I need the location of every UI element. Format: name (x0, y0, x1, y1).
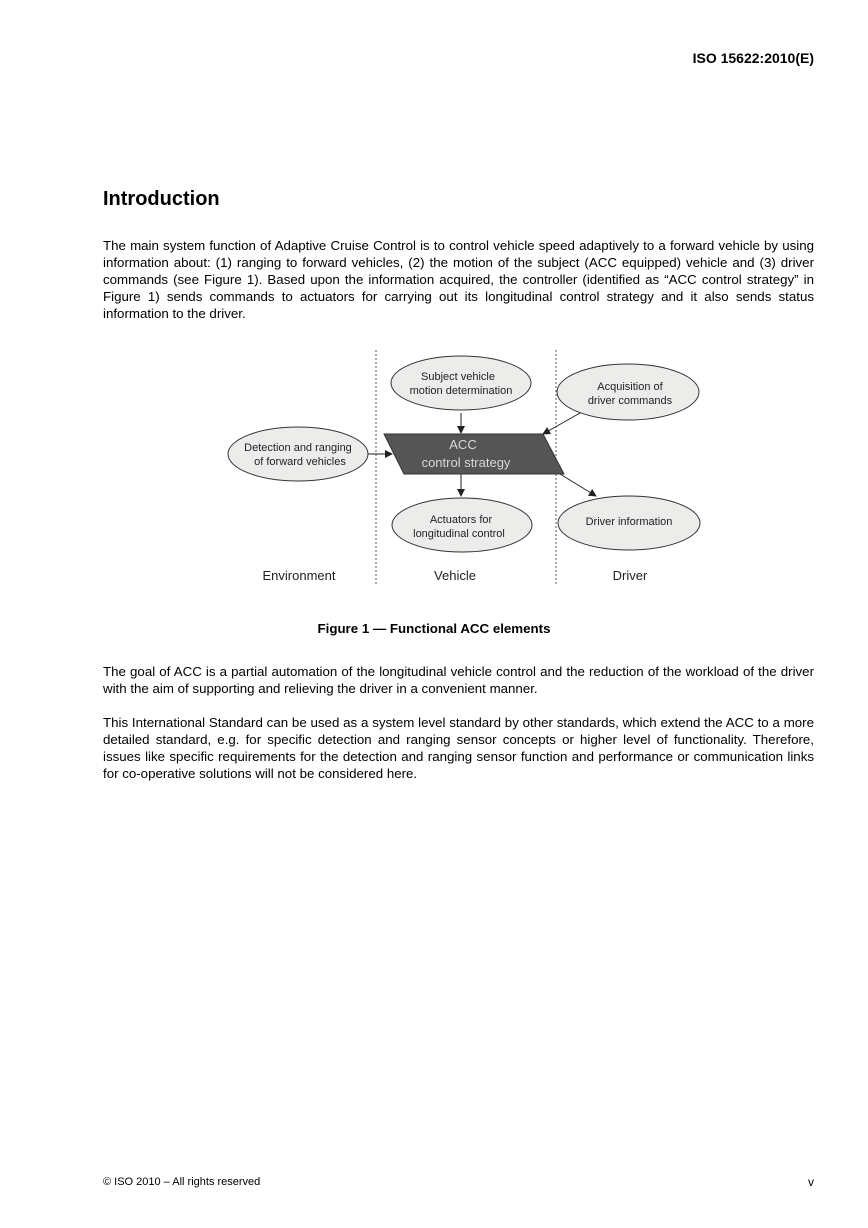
node-acquisition-driver-commands (557, 364, 699, 420)
node-actuators-label-1: Actuators for (429, 514, 493, 526)
node-detection-label-2: of forward vehicles (254, 456, 346, 468)
zone-label-vehicle: Vehicle (434, 568, 476, 583)
node-subject-vehicle-motion (391, 356, 531, 410)
node-acc-label-2: control strategy (421, 455, 511, 470)
node-detection-label-1: Detection and ranging (244, 442, 352, 454)
footer-page-number: v (808, 1175, 814, 1189)
node-acquisition-label-2: driver commands (587, 395, 673, 407)
footer-copyright: © ISO 2010 – All rights reserved (103, 1176, 261, 1188)
zone-label-environment: Environment (262, 568, 336, 583)
node-driver-information (558, 496, 700, 550)
section-title: Introduction (103, 188, 220, 210)
document-id: ISO 15622:2010(E) (692, 50, 814, 66)
zone-label-driver: Driver (612, 568, 648, 583)
figure-acc-diagram (0, 340, 868, 600)
node-actuators (392, 498, 532, 552)
node-actuators-label-2: longitudinal control (413, 528, 505, 540)
figure-caption: Figure 1 — Functional ACC elements (317, 621, 551, 636)
node-acc-label-1: ACC (449, 437, 477, 452)
arrow-acquisition-to-acc (543, 413, 580, 434)
node-subject-label-2: motion determination (409, 385, 513, 397)
arrow-acc-to-driver-info (560, 474, 596, 496)
node-acc-control-strategy (384, 434, 564, 474)
node-acquisition-label-1: Acquisition of (597, 381, 663, 393)
intro-paragraph-1: The main system function of Adaptive Cruise Control is to control vehicle speed adaptively to a forward vehicle by using information about: (1) ranging to forward vehicles, (2) the motion of the subject (ACC equipped) vehicle and (3) driver commands (see Figure 1). Based upon the information acquired, the controller (identified as “ACC control strategy” in Figure 1) sends commands to actuators for carrying out its longitudinal control strategy and it also sends status information to the driver. (103, 238, 814, 321)
node-subject-label-1: Subject vehicle (421, 371, 495, 383)
intro-paragraph-3: This International Standard can be used as a system level standard by other standards, which extend the ACC to a more detailed standard, e.g. for specific detection and ranging sensor concepts or higher level of functionality. Therefore, issues like specific requirements for the detection and ranging sensor function and performance or communication links for co-operative solutions will not be considered here. (103, 715, 814, 781)
node-detection-ranging (228, 427, 368, 481)
intro-paragraph-2: The goal of ACC is a partial automation of the longitudinal vehicle control and the reduction of the workload of the driver with the aim of supporting and relieving the driver in a convenient manner. (103, 664, 814, 696)
node-driver-info-label: Driver information (585, 516, 673, 528)
